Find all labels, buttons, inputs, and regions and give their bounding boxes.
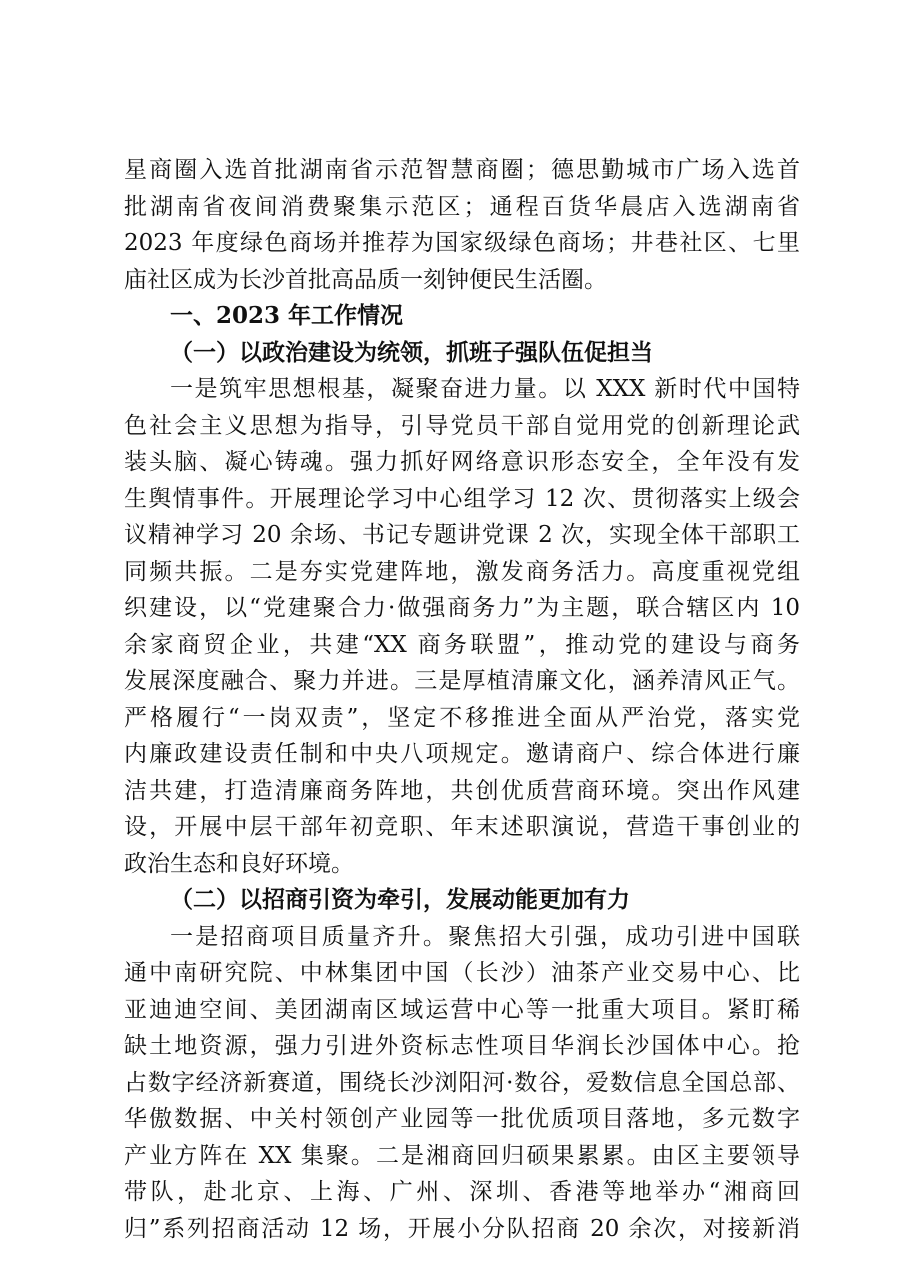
text-line: 归”系列招商活动 12 场，开展小分队招商 20 余次，对接新消	[124, 1215, 800, 1242]
text-line: 一、2023 年工作情况	[170, 302, 404, 329]
text-line: 华傲数据、中关村领创产业园等一批优质项目落地，多元数字	[124, 1106, 800, 1132]
text-line: 政治生态和良好环境。	[124, 850, 354, 877]
text-line: 发展深度融合、聚力并进。三是厚植清廉文化，涵养清风正气。	[124, 668, 800, 694]
text-line: 星商圈入选首批湖南省示范智慧商圈；德思勤城市广场入选首	[124, 157, 800, 183]
text-line: 装头脑、凝心铸魂。强力抓好网络意识形态安全，全年没有发	[124, 449, 800, 475]
text-line: （一）以政治建设为统领，抓班子强队伍促担当	[170, 338, 653, 366]
text-line: 占数字经济新赛道，围绕长沙浏阳河·数谷，爱数信息全国总部、	[124, 1069, 800, 1096]
text-line: 通中南研究院、中林集团中国（长沙）油茶产业交易中心、比	[124, 960, 800, 986]
text-line: 生舆情事件。开展理论学习中心组学习 12 次、贯彻落实上级会	[124, 485, 800, 512]
text-line: 洁共建，打造清廉商务阵地，共创优质营商环境。突出作风建	[124, 777, 800, 804]
text-line: 设，开展中层干部年初竞职、年末述职演说，营造干事创业的	[124, 814, 800, 840]
text-line: 产业方阵在 XX 集聚。二是湘商回归硕果累累。由区主要领导	[124, 1142, 800, 1169]
text-line: 织建设，以“党建聚合力·做强商务力”为主题，联合辖区内 10	[124, 595, 800, 621]
text-line: 批湖南省夜间消费聚集示范区；通程百货华晨店入选湖南省	[124, 193, 800, 220]
body-paragraph	[124, 371, 800, 882]
section-heading	[124, 298, 800, 335]
text-line: 严格履行“一岗双责”，坚定不移推进全面从严治党，落实党	[124, 704, 800, 731]
text-line: 带队，赴北京、上海、广州、深圳、香港等地举办“湘商回	[124, 1179, 800, 1205]
text-line: 内廉政建设责任制和中央八项规定。邀请商户、综合体进行廉	[124, 741, 800, 767]
text-line: 一是筑牢思想根基，凝聚奋进力量。以 XXX 新时代中国特	[170, 376, 800, 402]
body-paragraph	[124, 152, 800, 298]
text-line: 一是招商项目质量齐升。聚焦招大引强，成功引进中国联	[170, 923, 800, 950]
text-line: （二）以招商引资为牵引，发展动能更加有力	[170, 886, 630, 913]
text-line: 同频共振。二是夯实党建阵地，激发商务活力。高度重视党组	[124, 558, 800, 585]
text-line: 缺土地资源，强力引进外资标志性项目华润长沙国体中心。抢	[124, 1033, 800, 1059]
subsection-heading	[124, 335, 800, 372]
text-line: 议精神学习 20 余场、书记专题讲党课 2 次，实现全体干部职工	[124, 522, 800, 548]
text-line: 2023 年度绿色商场并推荐为国家级绿色商场；井巷社区、七里	[124, 230, 800, 256]
subsection-heading	[124, 882, 800, 919]
text-line: 亚迪迪空间、美团湖南区域运营中心等一批重大项目。紧盯稀	[124, 996, 800, 1023]
text-line: 色社会主义思想为指导，引导党员干部自觉用党的创新理论武	[124, 412, 800, 439]
text-line: 余家商贸企业，共建“XX 商务联盟”，推动党的建设与商务	[124, 631, 800, 658]
body-paragraph	[124, 919, 800, 1248]
text-line: 庙社区成为长沙首批高品质一刻钟便民生活圈。	[124, 266, 607, 293]
document-body	[124, 152, 800, 1247]
